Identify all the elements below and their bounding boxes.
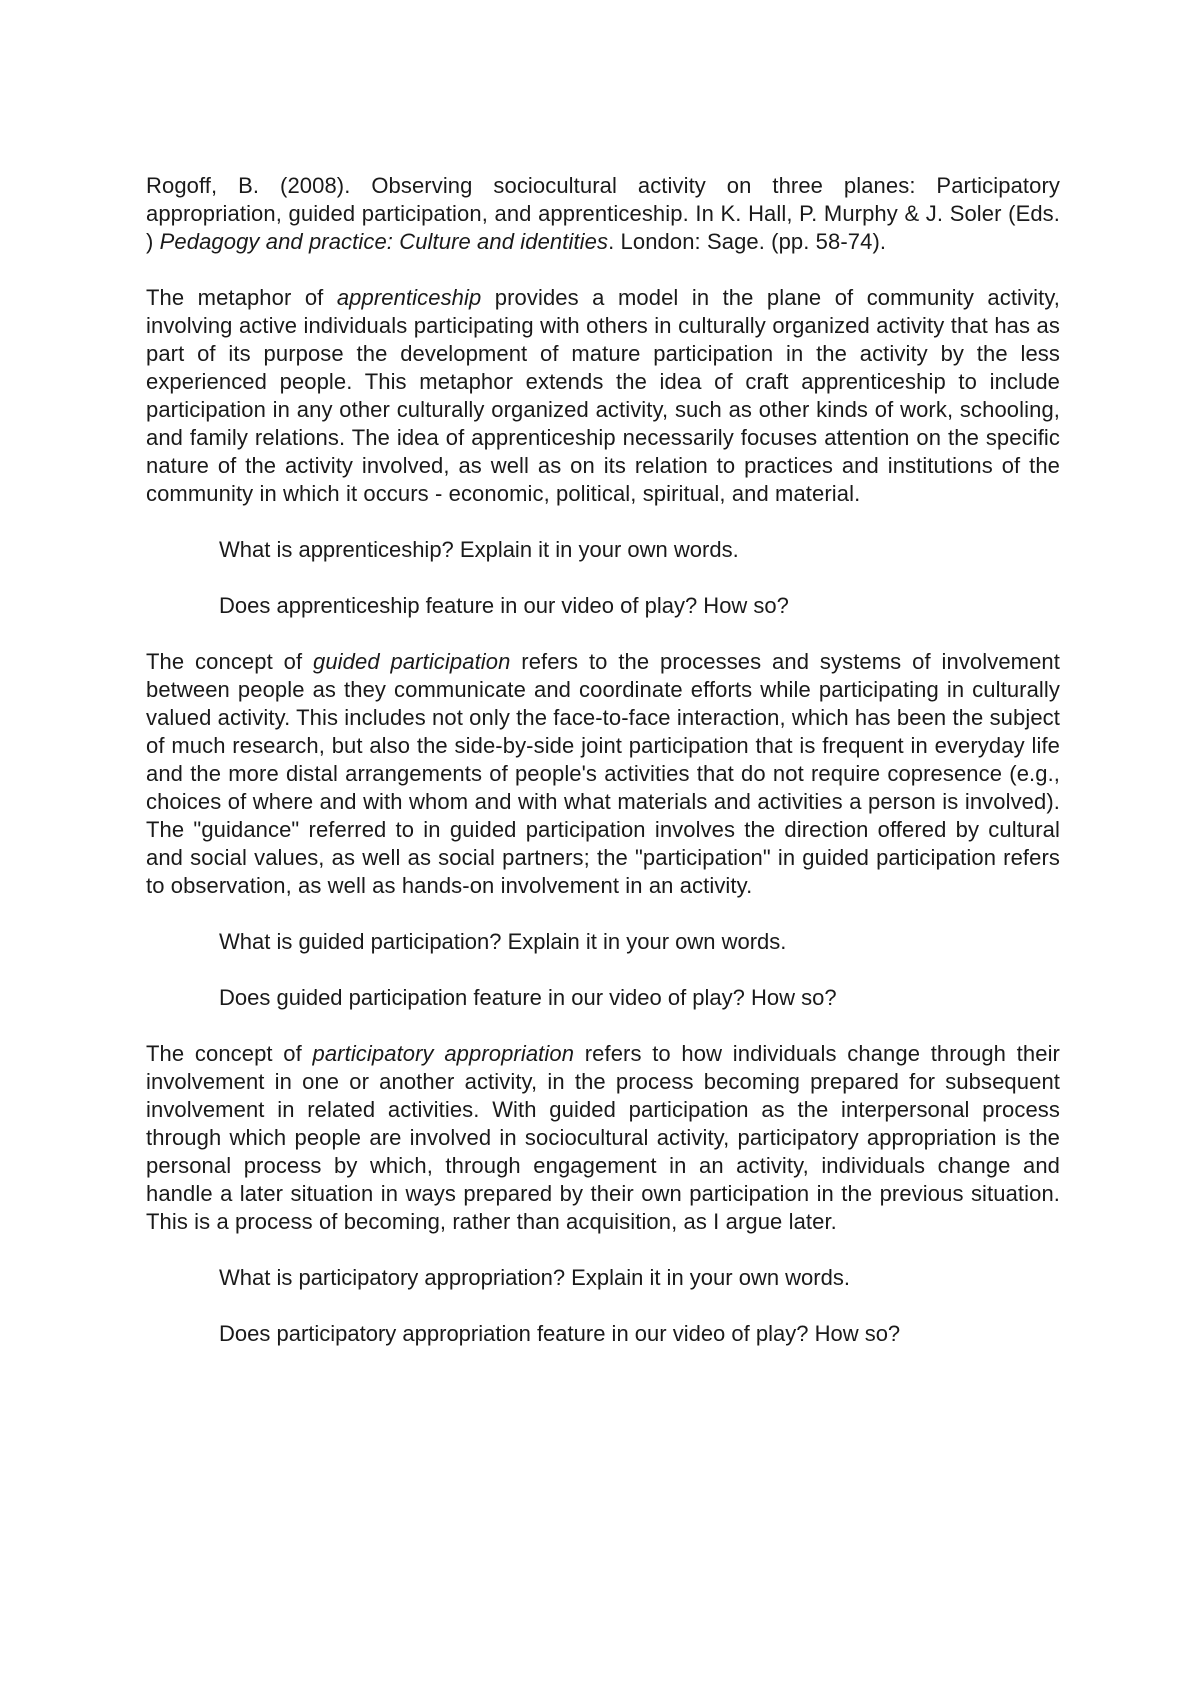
guided-participation-question-explain: What is guided participation? Explain it in your own words. xyxy=(219,929,787,954)
participatory-appropriation-term: participatory appropriation xyxy=(312,1041,575,1066)
guided-participation-lead: The concept of xyxy=(146,649,314,674)
guided-participation-paragraph xyxy=(146,648,1060,900)
apprenticeship-paragraph xyxy=(146,284,1060,508)
apprenticeship-body: provides a model in the plane of community activity, involving active individuals participating with others in culturally organized activity that has as part of its purpose the development of mature participation in the activity by the less experienced people. This metaphor extends the idea of craft apprenticeship to include participation in any other culturally organized activity, such as other kinds of work, schooling, and family relations. The idea of apprenticeship necessarily focuses attention on the specific nature of the activity involved, as well as on its relation to practices and institutions of the community in which it occurs - economic, political, spiritual, and material. xyxy=(146,285,1061,506)
guided-participation-body: refers to the processes and systems of involvement between people as they communicate and coordinate efforts while participating in culturally valued activity. This includes not only the face-to-face interaction, which has been the subject of much research, but also the side-by-side joint participation that is frequent in everyday life and the more distal arrangements of people's activities that do not require copresence (e.g., choices of where and with whom and with what materials and activities a person is involved). The "guidance" referred to in guided participation involves the direction offered by cultural and social values, as well as social partners; the "participation" in guided participation refers to observation, as well as hands-on involvement in an activity. xyxy=(146,649,1060,898)
document-body xyxy=(146,172,1060,1376)
participatory-appropriation-lead: The concept of xyxy=(146,1041,313,1066)
participatory-appropriation-paragraph xyxy=(146,1040,1060,1236)
apprenticeship-term: apprenticeship xyxy=(336,285,482,310)
guided-participation-question-video: Does guided participation feature in our video of play? How so? xyxy=(219,985,837,1010)
citation-book-title: Pedagogy and practice: Culture and identities xyxy=(159,229,609,254)
apprenticeship-lead: The metaphor of xyxy=(146,285,337,310)
citation-text: Rogoff, B. (2008). Observing sociocultural activity on three planes: Participatory appropriation, guided participation, and apprenticeship. In K. Hall, P. Murphy & J. Soler (Eds. ) xyxy=(146,173,1060,254)
participatory-appropriation-question-explain: What is participatory appropriation? Explain it in your own words. xyxy=(219,1265,850,1290)
apprenticeship-question-video: Does apprenticeship feature in our video of play? How so? xyxy=(219,593,789,618)
participatory-appropriation-body: refers to how individuals change through their involvement in one or another activity, in the process becoming prepared for subsequent involvement in related activities. With guided participation as the interpersonal process through which people are involved in sociocultural activity, participatory appropriation is the personal process by which, through engagement in an activity, individuals change and handle a later situation in ways prepared by their own participation in the previous situation. This is a process of becoming, rather than acquisition, as I argue later. xyxy=(146,1041,1060,1234)
apprenticeship-question-explain: What is apprenticeship? Explain it in your own words. xyxy=(219,537,739,562)
citation-paragraph xyxy=(146,172,1060,256)
citation-publisher: . London: Sage. (pp. 58-74). xyxy=(608,229,887,254)
guided-participation-term: guided participation xyxy=(313,649,511,674)
participatory-appropriation-question-video: Does participatory appropriation feature in our video of play? How so? xyxy=(219,1321,901,1346)
